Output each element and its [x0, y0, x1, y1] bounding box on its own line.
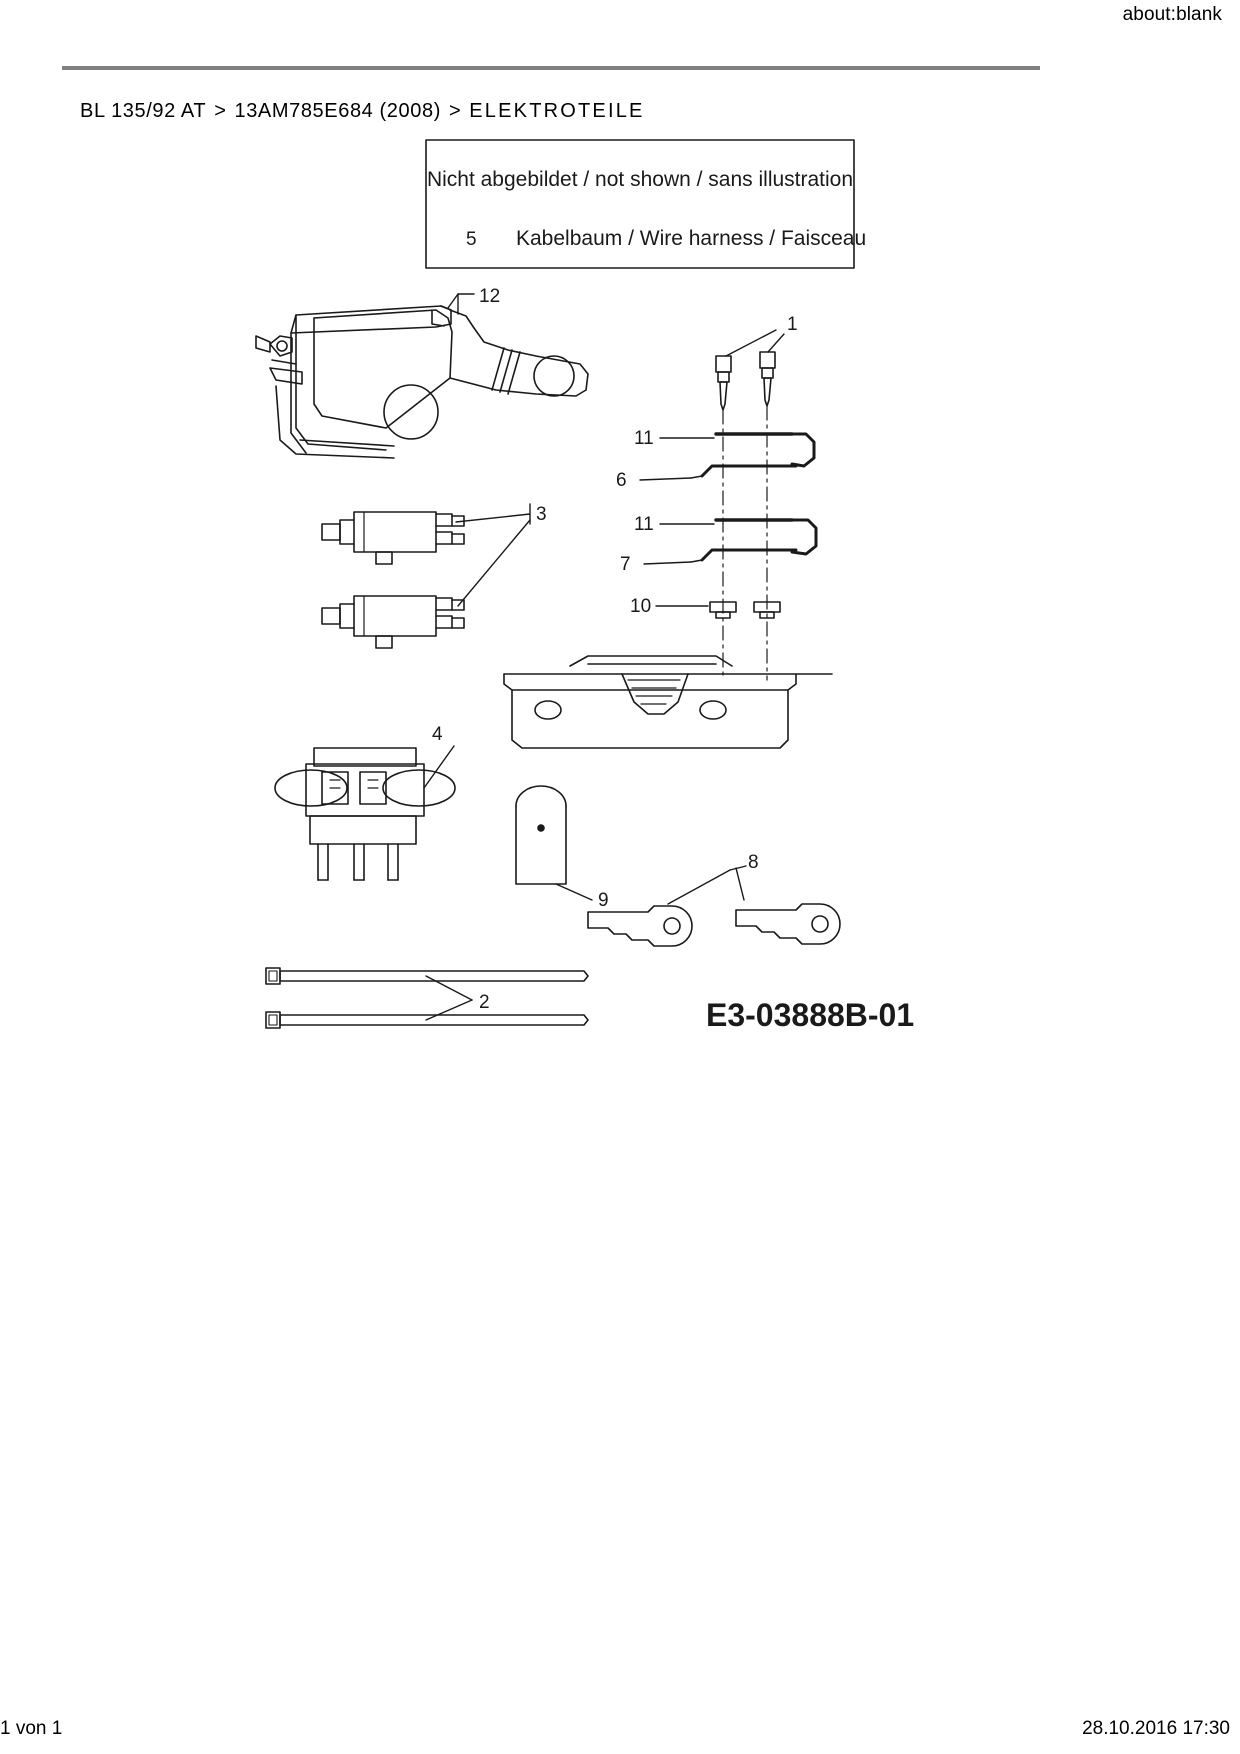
breadcrumb-item-section[interactable]: ELEKTROTEILE — [469, 100, 645, 122]
breadcrumb-item-model[interactable]: BL 135/92 AT — [80, 100, 207, 122]
callout-label-6: 6 — [616, 470, 627, 491]
browser-url-label: about:blank — [1122, 4, 1222, 25]
part-connector-3 — [322, 504, 547, 648]
callout-label-4: 4 — [432, 724, 443, 745]
breadcrumb-item-type[interactable]: 13AM785E684 (2008) — [234, 100, 441, 122]
part-bracket-12 — [256, 286, 588, 458]
callout-label-12: 12 — [479, 286, 501, 307]
part-terminals-1 — [716, 314, 798, 410]
callout-label-1: 1 — [787, 314, 798, 335]
not-shown-row-label: Kabelbaum / Wire harness / Faisceau — [516, 227, 867, 250]
not-shown-title: Nicht abgebildet / not shown / sans illustration — [426, 168, 854, 191]
breadcrumb-separator-2: > — [448, 100, 462, 122]
callout-label-8: 8 — [748, 852, 759, 873]
part-switch-assembly — [616, 406, 816, 680]
callout-label-7: 7 — [620, 554, 631, 575]
part-switch-4 — [275, 724, 455, 880]
part-cable-ties-2 — [266, 968, 588, 1028]
header-divider — [62, 66, 1040, 70]
breadcrumb — [80, 100, 645, 123]
page-indicator: 1 von 1 — [0, 1718, 63, 1739]
callout-label-3: 3 — [536, 504, 547, 525]
part-lock-cylinder-9 — [516, 786, 609, 911]
callout-label-2: 2 — [479, 992, 490, 1013]
callout-label-10: 10 — [630, 596, 652, 617]
callout-label-11-top: 11 — [634, 428, 654, 449]
parts-diagram — [236, 128, 1046, 1048]
breadcrumb-separator-1: > — [214, 100, 227, 122]
drawing-code: E3-03888B-01 — [706, 997, 915, 1033]
part-keys-8 — [588, 852, 840, 946]
callout-label-9: 9 — [598, 890, 609, 911]
not-shown-row-number: 5 — [466, 229, 477, 250]
callout-label-11-mid: 11 — [634, 514, 654, 535]
print-timestamp: 28.10.2016 17:30 — [1082, 1718, 1230, 1739]
part-dashboard-panel — [504, 656, 832, 748]
